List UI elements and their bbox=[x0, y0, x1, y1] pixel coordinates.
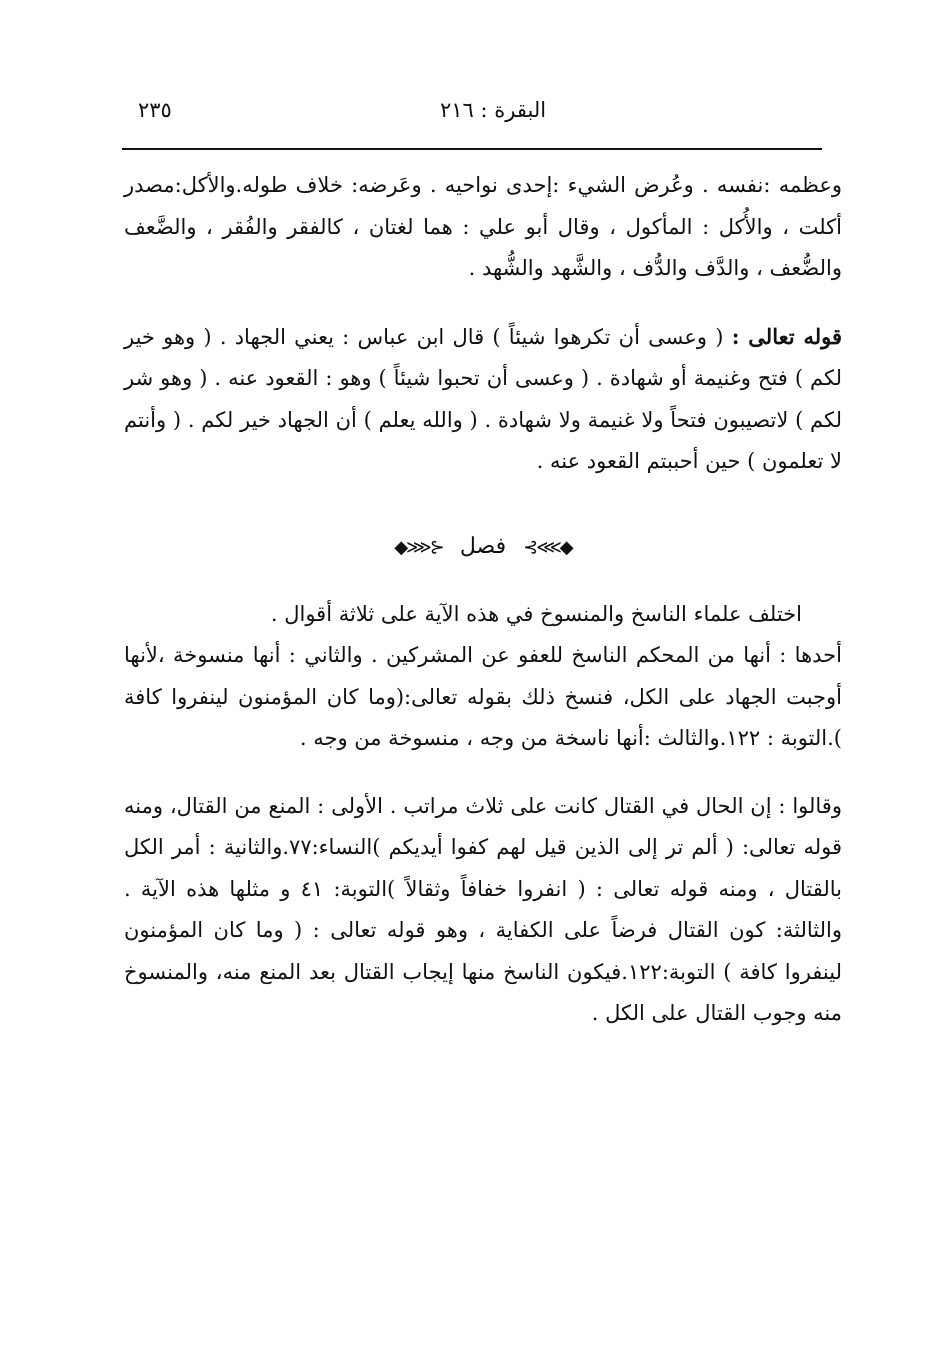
paragraph-commentary bbox=[124, 316, 842, 483]
paragraph-definitions: وعظمه :نفسه . وعُرض الشيء :إحدى نواحيه . وعَرضه: خلاف طوله.والأكل:مصدر أكلت ، والأُكل : المأكول ، وقال أبو علي : هما لغتان ، كالفقر والفُقر ، والضَّعف والضُّعف ، والدَّف والدُّف ، والشَّهد والشُّهد . bbox=[124, 173, 842, 280]
page-number: ٢٣٥ bbox=[138, 98, 172, 122]
section-title: فصل bbox=[459, 533, 507, 559]
running-title: البقرة : ٢١٦ bbox=[440, 98, 547, 122]
commentary-text: ( وعسى أن تكرهوا شيئاً ) قال ابن عباس : يعني الجهاد . ( وهو خير لكم ) فتح وغنيمة أو شهادة . ( وعسى أن تحبوا شيئاً ) وهو : القعود عنه . ( وهو شر لكم ) لاتصيبون فتحاً ولا غنيمة ولا شهادة . ( والله يعلم ) أن الجهاد خير لكم . ( وأنتم لا تعلمون ) حين أحببتم القعود عنه . bbox=[124, 324, 842, 473]
paragraph-opinions: أحدها : أنها من المحكم الناسخ للعفو عن المشركين . والثاني : أنها منسوخة ،لأنها أوجبت الجهاد على الكل، فنسخ ذلك بقوله تعالى:(وما كان المؤمنون لينفروا كافة ).التوبة : ١٢٢.والثالث :أنها ناسخة من وجه ، منسوخة من وجه . bbox=[124, 643, 842, 750]
verse-lead: قوله تعالى : bbox=[731, 323, 842, 349]
ornament-left-icon: ⊰⋘◆ bbox=[394, 536, 443, 558]
section-heading bbox=[124, 527, 842, 568]
header-rule bbox=[122, 148, 822, 150]
ornament-right-icon: ◆⋙⊱ bbox=[523, 536, 572, 558]
body-text bbox=[124, 165, 842, 1035]
paragraph-stages: وقالوا : إن الحال في القتال كانت على ثلاث مراتب . الأولى : المنع من القتال، ومنه قوله تعالى: ( ألم تر إلى الذين قيل لهم كفوا أيديكم )النساء:٧٧.والثانية : أمر الكل بالقتال ، ومنه قوله تعالى : ( انفروا خفافاً وثقالاً )التوبة: ٤١ و مثلها هذه الآية . والثالثة: كون القتال فرضاً على الكفاية ، وهو قوله تعالى : ( وما كان المؤمنون لينفروا كافة ) التوبة:١٢٢.فيكون الناسخ منها إيجاب القتال بعد المنع منه، والمنسوخ منه وجوب القتال على الكل . bbox=[124, 793, 842, 1025]
paragraph-scholars: اختلف علماء الناسخ والمنسوخ في هذه الآية على ثلاثة أقوال . bbox=[270, 601, 802, 626]
page-header bbox=[120, 92, 820, 132]
